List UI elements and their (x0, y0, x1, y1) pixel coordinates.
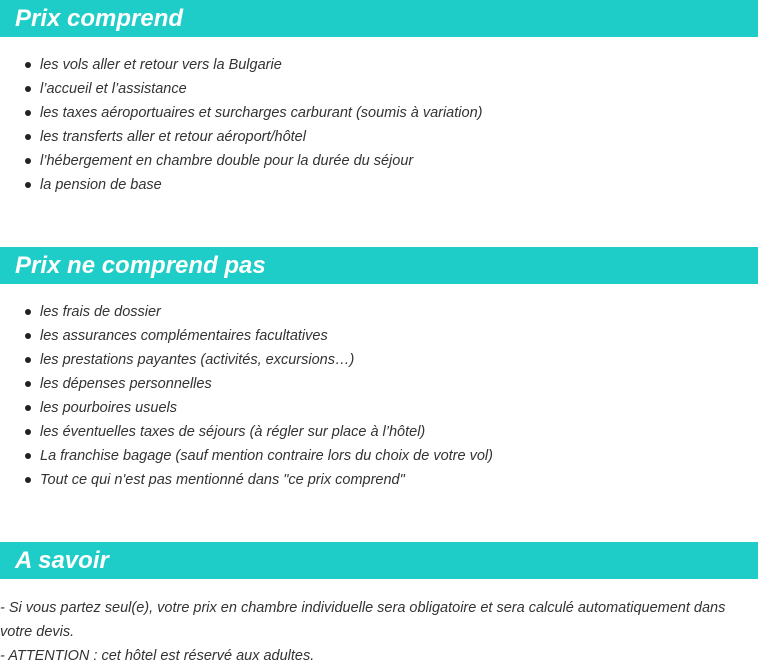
bullet-icon (25, 381, 31, 387)
list-item-text: les prestations payantes (activités, excursions…) (40, 352, 355, 368)
list-item-text: les vols aller et retour vers la Bulgarie (40, 57, 282, 73)
section-title-info: A savoir (0, 542, 758, 579)
list-item (0, 324, 758, 348)
list-item (0, 444, 758, 468)
bullet-icon (25, 333, 31, 339)
list-item (0, 149, 758, 173)
bullet-icon (25, 86, 31, 92)
bullet-icon (25, 309, 31, 315)
section-title-excludes: Prix ne comprend pas (0, 247, 758, 284)
list-item-text: Tout ce qui n'est pas mentionné dans "ce prix comprend" (40, 472, 405, 488)
list-item-text: l’accueil et l’assistance (40, 81, 187, 97)
list-item (0, 173, 758, 197)
bullet-icon (25, 429, 31, 435)
bullet-icon (25, 405, 31, 411)
bullet-icon (25, 453, 31, 459)
list-item (0, 125, 758, 149)
includes-list (0, 53, 758, 197)
info-note: - ATTENTION : cet hôtel est réservé aux adultes. (0, 648, 315, 664)
section-title-includes: Prix comprend (0, 0, 758, 37)
list-item (0, 468, 758, 492)
list-item-text: l’hébergement en chambre double pour la durée du séjour (40, 153, 414, 169)
list-item-text: les transferts aller et retour aéroport/hôtel (40, 129, 306, 145)
bullet-icon (25, 62, 31, 68)
info-notes (0, 596, 758, 668)
list-item (0, 348, 758, 372)
bullet-icon (25, 357, 31, 363)
list-item-text: les pourboires usuels (40, 400, 178, 416)
list-item (0, 372, 758, 396)
bullet-icon (25, 134, 31, 140)
list-item (0, 396, 758, 420)
list-item (0, 53, 758, 77)
bullet-icon (25, 182, 31, 188)
list-item-text: les frais de dossier (40, 304, 161, 320)
bullet-icon (25, 158, 31, 164)
list-item-text: les dépenses personnelles (40, 376, 212, 392)
info-note: - Si vous partez seul(e), votre prix en chambre individuelle sera obligatoire et sera calculé automatiquement dans votre devis. (0, 600, 726, 640)
list-item-text: les taxes aéroportuaires et surcharges carburant (soumis à variation) (40, 105, 483, 121)
list-item (0, 420, 758, 444)
list-item (0, 300, 758, 324)
list-item-text: la pension de base (40, 177, 162, 193)
list-item-text: les assurances complémentaires facultatives (40, 328, 328, 344)
list-item (0, 101, 758, 125)
list-item-text: La franchise bagage (sauf mention contraire lors du choix de votre vol) (40, 448, 493, 464)
bullet-icon (25, 110, 31, 116)
list-item-text: les éventuelles taxes de séjours (à régler sur place à l’hôtel) (40, 424, 426, 440)
excludes-list (0, 300, 758, 492)
bullet-icon (25, 477, 31, 483)
list-item (0, 77, 758, 101)
